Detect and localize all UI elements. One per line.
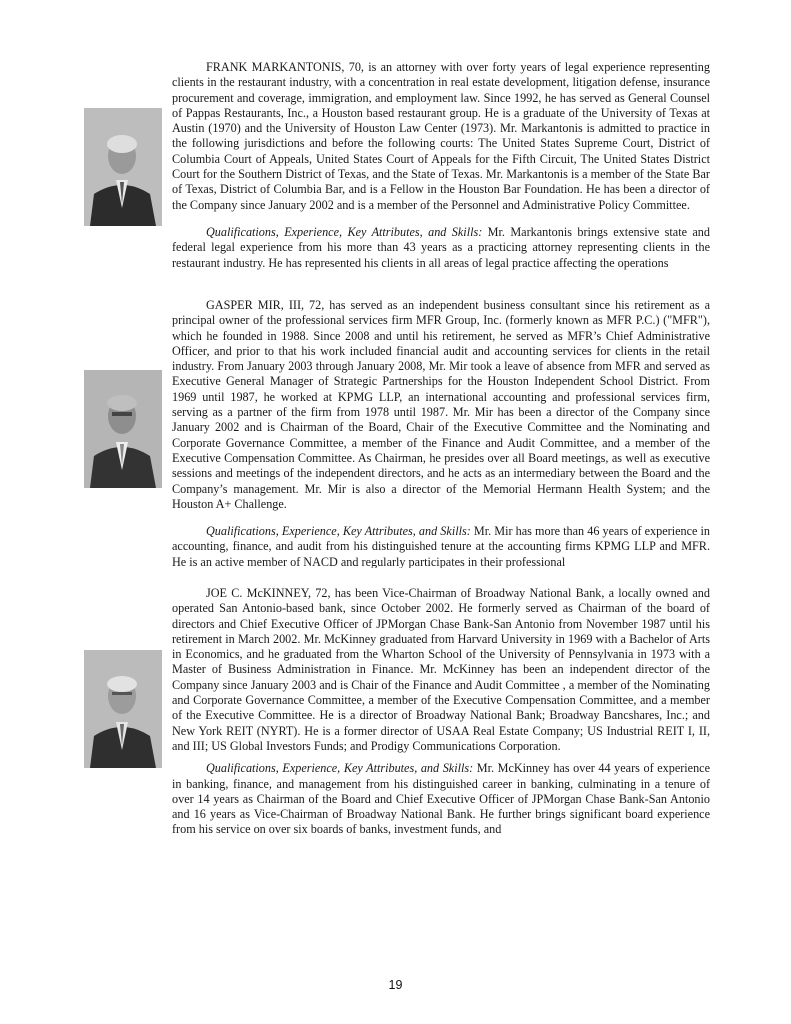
- page-number: 19: [388, 978, 403, 992]
- bio-paragraph: GASPER MIR, III, 72, has served as an independent business consultant since his retirement as a principal owner of the professional services firm MFR Group, Inc. (formerly known as MFR P.C.) ("MFR"), which he founded in 1988. Since 2008 and until his retirement, he served as MFR’s Chief Administrative Officer, and prior to that his work included financial audit and accounting services for clients in the retail industry. From January 2003 through January 2008, Mr. Mir took a leave of absence from MFR and served as Executive General Manager of Strategic Partnerships for the Houston Independent School District. From 1969 until 1987, he worked at KPMG LLP, an international accounting and professional services firm, serving as a partner of the firm from 1978 until 1987. Mr. Mir has been a director of the Company since January 2002 and is Chairman of the Board, Chair of the Executive Committee and the Nominating and Corporate Governance Committee, a member of the Finance and Audit Committee, and a member of the Executive Compensation Committee. As Chairman, he presides over all Board meetings, as well as executive sessions and meetings of the independent directors, and he acts as an intermediary between the Board and the Company’s management. Mr. Mir is also a director of the Memorial Hermann Health System; and the Houston A+ Challenge.: [172, 298, 710, 511]
- qualifications-paragraph: [172, 225, 710, 271]
- bio-markantonis: [84, 60, 710, 280]
- qualifications-text: Mr. Mir has more than 46 years of experience in accounting, finance, and audit from his distinguished tenure at the accounting firms KPMG LLP and MFR. He is an active member of NACD and regularly participates in their professional: [172, 524, 710, 568]
- portrait-illustration: [84, 650, 162, 768]
- director-photo-mckinney: [84, 650, 162, 768]
- qualifications-text: Mr. McKinney has over 44 years of experience in banking, finance, and management from his distinguished career in banking, culminating in a tenure of over 14 years as Chairman of the Board and Chief Executive Officer of JPMorgan Chase Bank-San Antonio and 16 years as Vice-Chairman of Broadway National Bank. He further brings significant board experience from his service on over six boards of banks, investment funds, and: [172, 761, 710, 837]
- bio-mir: [84, 298, 710, 568]
- bio-mckinney: [84, 586, 710, 844]
- qualifications-paragraph: [172, 524, 710, 568]
- bio-text: [172, 60, 710, 280]
- qualifications-label: Qualifications, Experience, Key Attributes, and Skills:: [206, 224, 483, 239]
- bio-text: [172, 586, 710, 844]
- qualifications-label: Qualifications, Experience, Key Attributes, and Skills:: [206, 524, 471, 539]
- qualifications-label: Qualifications, Experience, Key Attributes, and Skills:: [206, 761, 474, 776]
- director-photo-markantonis: [84, 108, 162, 226]
- bio-text: [172, 298, 710, 568]
- director-photo-mir: [84, 370, 162, 488]
- portrait-illustration: [84, 370, 162, 488]
- portrait-illustration: [84, 108, 162, 226]
- qualifications-text: Mr. Markantonis brings extensive state and federal legal experience from his more than 43 years as a practicing attorney representing clients in the restaurant industry. He has represented his clients in all areas of legal practice affecting the operations: [172, 224, 710, 270]
- qualifications-paragraph: [172, 761, 710, 837]
- bio-paragraph: JOE C. McKINNEY, 72, has been Vice-Chairman of Broadway National Bank, a locally owned and operated San Antonio-based bank, since October 2002. He formerly served as Chairman of the board of directors and Chief Executive Officer of JPMorgan Chase Bank-San Antonio from November 1987 until his retirement in March 2002. Mr. McKinney graduated from Harvard University in 1969 with a Bachelor of Arts in Economics, and he graduated from the Wharton School of the University of Pennsylvania in 1973 with a Master of Business Administration in Finance. Mr. McKinney has been an independent director of the Company since January 2003 and is Chair of the Finance and Audit Committee , a member of the Nominating and Corporate Governance Committee, a member of the Executive Compensation Committee, and a member of the Executive Committee. He is a director of Broadway National Bank; Broadway Bancshares, Inc.; and New York REIT (NYRT). He is a former director of USAA Real Estate Company; US Industrial REIT I, II, and III; US Global Investors Funds; and Prodigy Communications Corporation.: [172, 586, 710, 753]
- bio-paragraph: FRANK MARKANTONIS, 70, is an attorney with over forty years of legal experience representing clients in the restaurant industry, with a concentration in real estate development, litigation defense, insurance procurement and coverage, immigration, and employment law. Since 1992, he has served as General Counsel of Pappas Restaurants, Inc., a Houston based restaurant group. He is a graduate of the University of Texas at Austin (1970) and the University of Houston Law Center (1973). Mr. Markantonis is admitted to practice in the following jurisdictions and before the following courts: The United States Supreme Court, District of Columbia Court of Appeals, United States Court of Appeals for the Fifth Circuit, The United States District Court for the Southern District of Texas, and the State of Texas. Mr. Markantonis is a member of the State Bar of Texas, District of Columbia Bar, and is a Fellow in the Houston Bar Foundation. He has been a director of the Company since January 2002 and is a member of the Personnel and Administrative Policy Committee.: [172, 60, 710, 212]
